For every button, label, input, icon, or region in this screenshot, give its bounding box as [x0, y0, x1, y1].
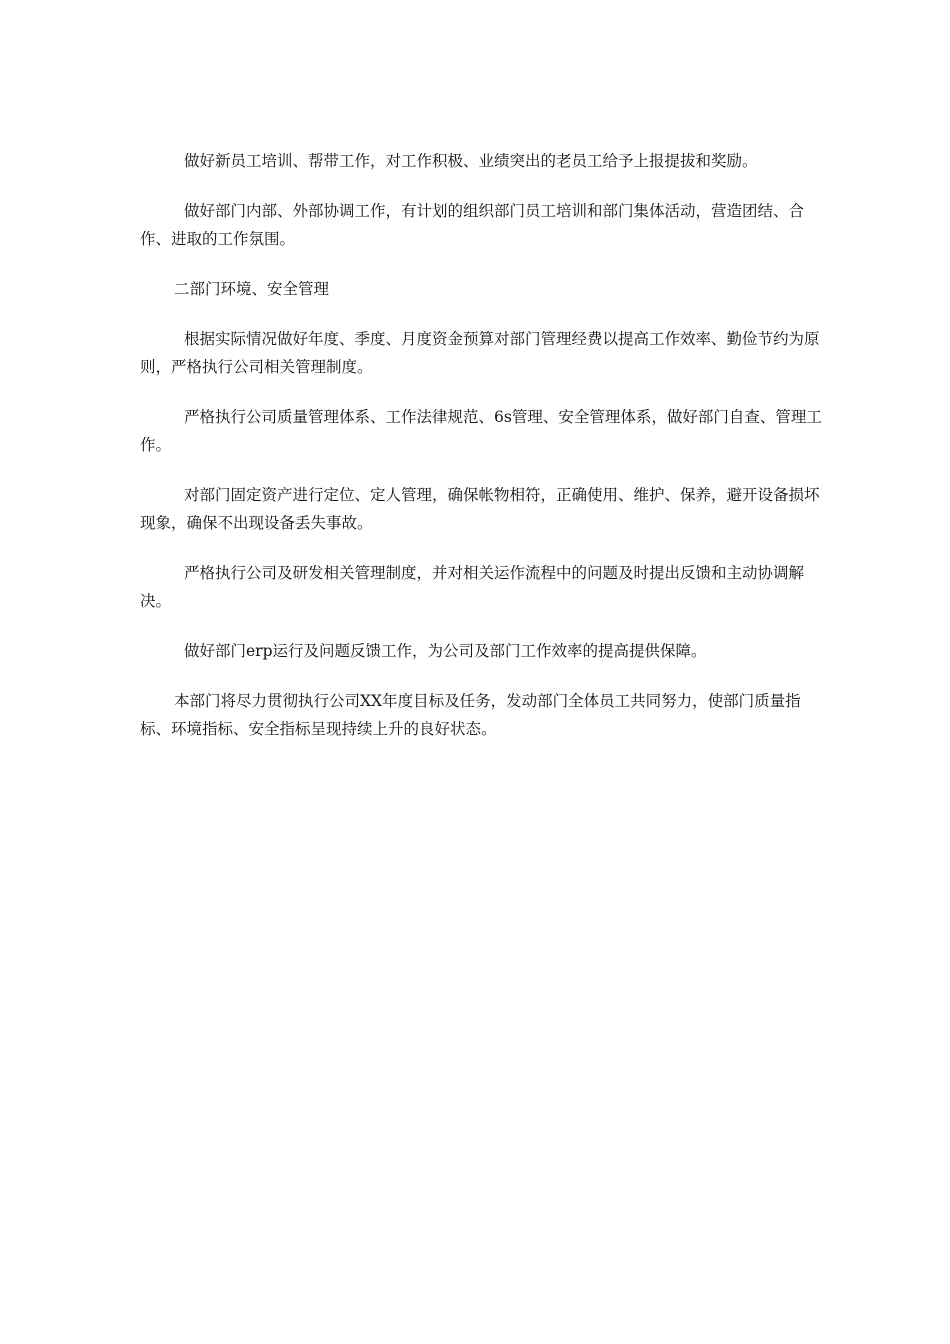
- paragraph: 对部门固定资产进行定位、定人管理，确保帐物相符，正确使用、维护、保养，避开设备损坏现象，确保不出现设备丢失事故。: [140, 486, 820, 532]
- paragraph: 本部门将尽力贯彻执行公司XX年度目标及任务，发动部门全体员工共同努力，使部门质量指标、环境指标、安全指标呈现持续上升的良好状态。: [140, 692, 801, 738]
- paragraph: 做好新员工培训、帮带工作，对工作积极、业绩突出的老员工给予上报提拔和奖励。: [184, 152, 758, 170]
- paragraph: 做好部门erp运行及问题反馈工作，为公司及部门工作效率的提高提供保障。: [184, 642, 707, 660]
- paragraph: 做好部门内部、外部协调工作，有计划的组织部门员工培训和部门集体活动，营造团结、合作、进取的工作氛围。: [140, 202, 805, 248]
- paragraph: 严格执行公司质量管理体系、工作法律规范、6s管理、安全管理体系，做好部门自查、管理工作。: [140, 408, 822, 454]
- paragraph: 严格执行公司及研发相关管理制度，并对相关运作流程中的问题及时提出反馈和主动协调解决。: [140, 564, 805, 610]
- paragraph: 根据实际情况做好年度、季度、月度资金预算对部门管理经费以提高工作效率、勤俭节约为原则，严格执行公司相关管理制度。: [140, 330, 820, 376]
- document-body: [140, 147, 830, 765]
- section-heading: 二部门环境、安全管理: [174, 280, 330, 298]
